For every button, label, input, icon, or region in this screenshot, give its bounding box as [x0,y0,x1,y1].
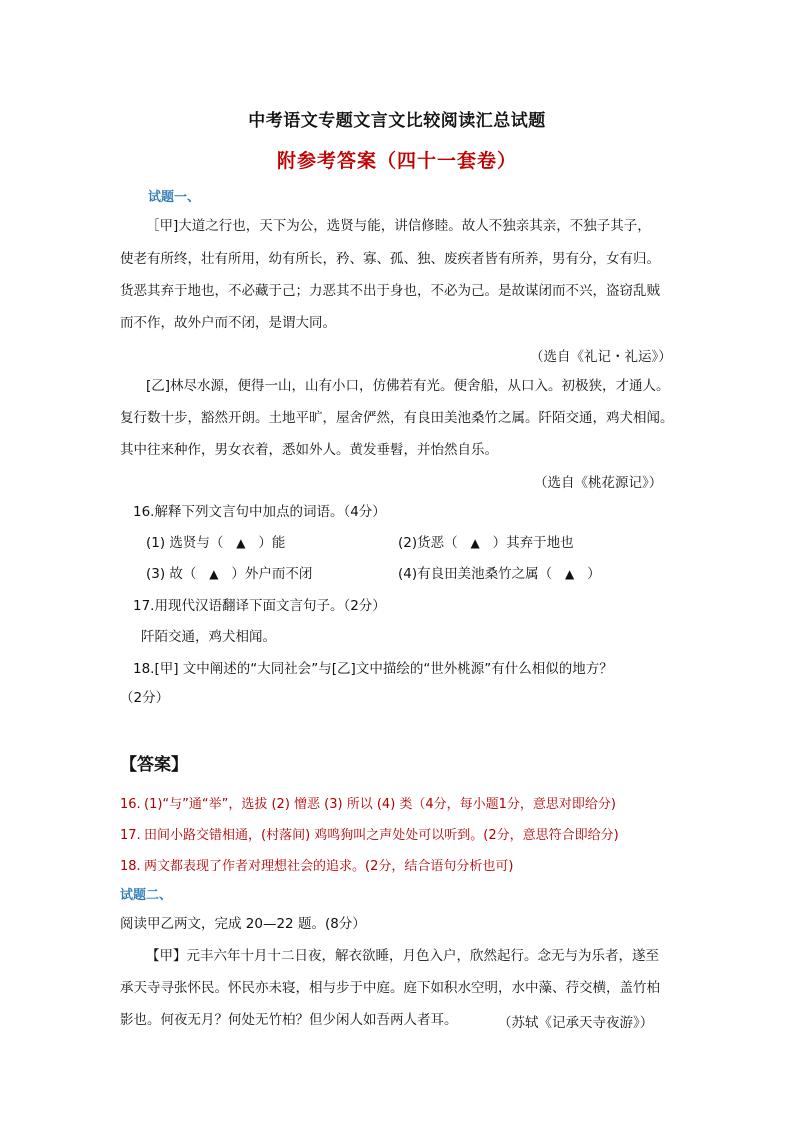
passage-jia-line-4: 而不作，故外户而不闭，是谓大同。 [120,315,336,331]
answer-16: 16. (1)“与”通“举”，选拔 (2) 憎恶 (3) 所以 (4) 类（4分，每小题1分，意思对即给分) [120,797,617,812]
passage-jia-line-2: 使老有所终，壮有所用，幼有所长，矜、寡、孤、独、废疾者皆有所养，男有分，女有归。 [120,251,660,267]
question-2-intro: 阅读甲乙两文，完成 20—22 题。(8分） [120,916,366,932]
question-2-label: 试题二、 [120,888,173,903]
q2-passage-jia-line-2: 承天寺寻张怀民。怀民亦未寝，相与步于中庭。庭下如积水空明，水中藻、荇交横，盖竹柏 [120,980,660,996]
answer-blank-marker: ▲ [209,567,219,581]
document-title: 中考语文专题文言文比较阅读汇总试题 [248,111,546,131]
q16-item-4: (4)有良田美池桑竹之属（ ▲ ） [398,566,601,582]
passage-jia-line-1: ［甲]大道之行也，天下为公，选贤与能，讲信修睦。故人不独亲其亲，不独子其子， [146,218,651,234]
answer-blank-marker: ▲ [565,567,575,581]
answer-17: 17. 田间小路交错相通，(村落间) 鸡鸣狗叫之声处处可以听到。(2分，意思符合即给分) [120,828,619,843]
document-subtitle: 附参考答案（四十一套卷） [276,150,517,172]
q2-passage-jia-line-1: 【甲】元丰六年十月十二日夜，解衣欲睡，月色入户，欣然起行。念无与为乐者，遂至 [146,948,659,964]
passage-yi-line-2: 复行数十步，豁然开朗。土地平旷，屋舍俨然，有良田美池桑竹之属。阡陌交通，鸡犬相闻。 [120,410,674,426]
passage-jia-line-3: 货恶其弃于地也，不必藏于己；力恶其不出于身也，不必为己。是故谋闭而不兴，盗窃乱贼 [120,283,660,299]
question-18-line-2: （2分） [120,690,170,706]
source-yi: （选自《桃花源记》） [534,475,663,491]
answer-blank-marker: ▲ [470,536,480,550]
answer-blank-marker: ▲ [236,536,246,550]
answer-18: 18. 两文都表现了作者对理想社会的追求。(2分，结合语句分析也可) [120,859,514,874]
question-17: 17.用现代汉语翻译下面文言句子。（2分） [133,598,386,614]
q2-source-jia: （苏轼《记承天寺夜游》） [498,1015,654,1031]
passage-yi-line-3: 其中往来种作，男女衣着，悉如外人。黄发垂髫，并怡然自乐。 [120,442,498,458]
q16-item-2: (2)货恶（ ▲ ）其弃于地也 [398,535,574,551]
question-18-line-1: 18.[甲] 文中阐述的“大同社会”与[乙]文中描绘的“世外桃源”有什么相似的地方？ [133,661,613,677]
passage-yi-line-1: [乙]林尽水源，便得一山，山有小口，仿佛若有光。便舍船，从口入。初极狭，才通人。 [146,378,670,394]
question-16: 16.解释下列文言句中加点的词语。（4分） [133,504,386,520]
q2-passage-jia-line-3: 影也。何夜无月？何处无竹柏？但少闲人如吾两人者耳。 [120,1012,458,1028]
question-17-sentence: 阡陌交通，鸡犬相闻。 [141,629,276,645]
source-jia: （选自《礼记・礼运》） [530,349,672,365]
q16-item-3: (3) 故（ ▲ ）外户而不闭 [146,566,313,582]
question-1-label: 试题一、 [148,190,201,205]
answer-heading: 【答案】 [120,755,188,775]
q16-item-1: (1) 选贤与（ ▲ ）能 [146,535,286,551]
